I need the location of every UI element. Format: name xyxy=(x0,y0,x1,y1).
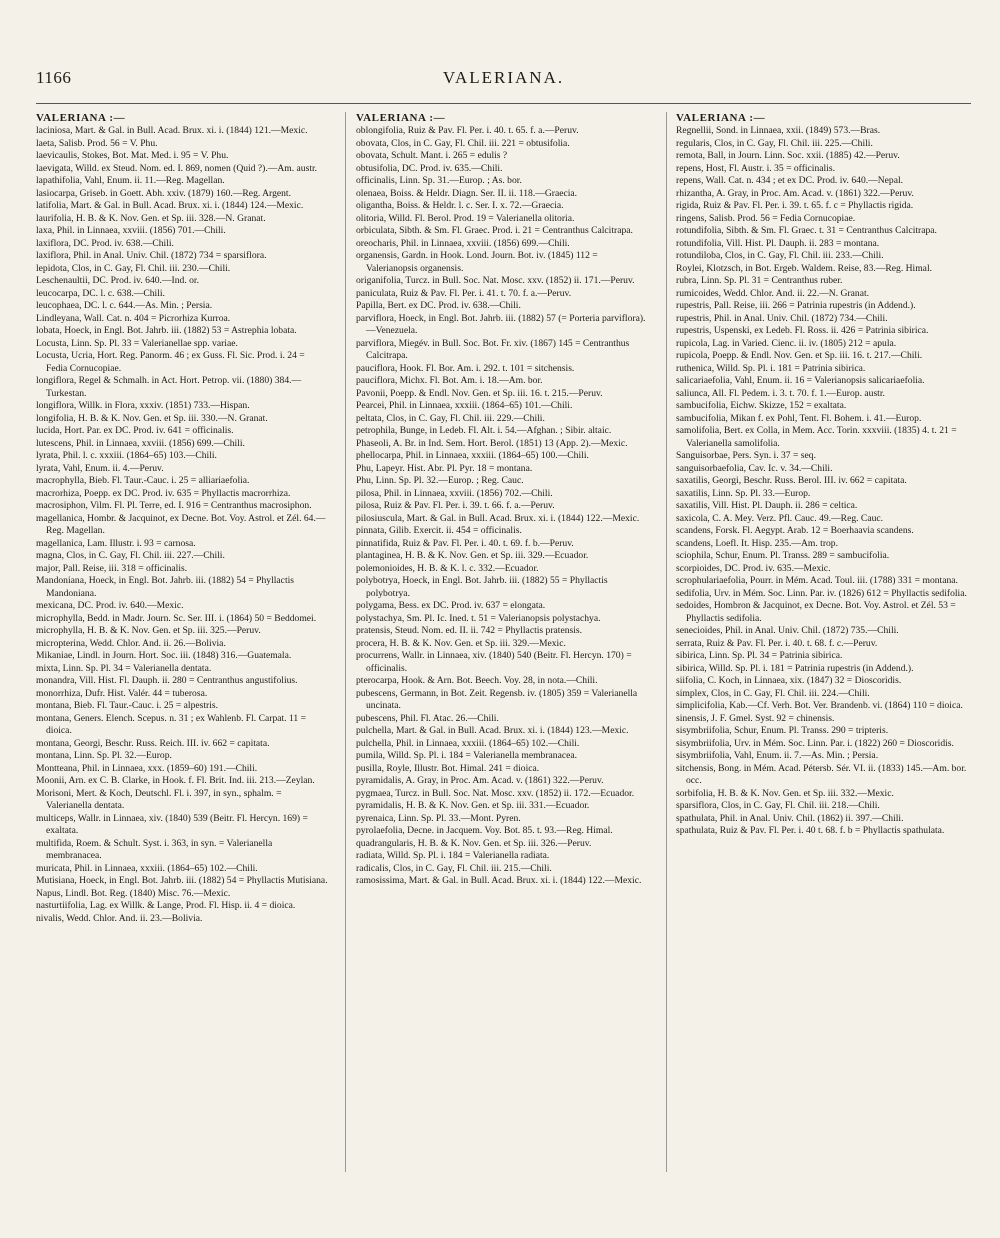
entry-list xyxy=(356,125,648,888)
index-entry: radiata, Willd. Sp. Pl. i. 184 = Valerianella radiata. xyxy=(356,850,550,861)
index-entry: saxatilis, Linn. Sp. Pl. 33.—Europ. xyxy=(676,487,811,499)
index-entry: laeta, Salisb. Prod. 56 = V. Phu. xyxy=(36,137,158,149)
index-entry: rupicola, Poepp. & Endl. Nov. Gen. et Sp. iii. 16. t. 217.—Chili. xyxy=(676,350,923,361)
index-entry: regularis, Clos, in C. Gay, Fl. Chil. iii. 225.—Chili. xyxy=(676,137,873,149)
index-entry: longiflora, Regel & Schmalh. in Act. Hort. Petrop. vii. (1880) 384.— Turkestan. xyxy=(36,375,302,399)
column-divider xyxy=(345,112,346,1172)
index-entry: laurifolia, H. B. & K. Nov. Gen. et Sp. iii. 328.—N. Granat. xyxy=(36,212,266,224)
index-entry: rupestris, Uspenski, ex Ledeb. Fl. Ross. ii. 426 = Patrinia sibirica. xyxy=(676,325,929,336)
index-entry: sisymbriifolia, Urv. in Mém. Soc. Linn. Par. i. (1822) 260 = Dioscoridis. xyxy=(676,737,954,749)
index-entry: rigida, Ruiz & Pav. Fl. Per. i. 39. t. 65. f. c = Phyllactis rigida. xyxy=(676,200,914,211)
index-entry: sitchensis, Bong. in Mém. Acad. Pétersb. Sér. VI. ii. (1833) 145.—Am. bor. occ. xyxy=(676,762,967,786)
index-entry: pilosa, Ruiz & Pav. Fl. Per. i. 39. t. 66. f. a.—Peruv. xyxy=(356,500,555,511)
index-entry: Papilla, Bert. ex DC. Prod. iv. 638.—Chili. xyxy=(356,300,521,311)
index-entry: peltata, Clos, in C. Gay, Fl. Chil. iii. 229.—Chili. xyxy=(356,412,545,424)
index-entry: Pearcei, Phil. in Linnaea, xxxiii. (1864–65) 101.—Chili. xyxy=(356,400,573,411)
index-entry: sibirica, Willd. Sp. Pl. i. 181 = Patrinia rupestris (in Addend.). xyxy=(676,662,914,674)
index-entry: montana, Linn. Sp. Pl. 32.—Europ. xyxy=(36,750,172,761)
column-3 xyxy=(676,112,968,1232)
index-entry: lapathifolia, Vahl, Enum. ii. 11.—Reg. Magellan. xyxy=(36,175,225,186)
index-entry: latifolia, Mart. & Gal. in Bull. Acad. Brux. xi. i. (1844) 124.—Mexic. xyxy=(36,200,304,211)
index-entry: paniculata, Ruiz & Pav. Fl. Per. i. 41. t. 70. f. a.—Peruv. xyxy=(356,287,572,299)
index-entry: lyrata, Vahl, Enum. ii. 4.—Peruv. xyxy=(36,462,164,474)
column-2 xyxy=(356,112,648,1232)
index-entry: rotundiloba, Clos, in C. Gay, Fl. Chil. iii. 233.—Chili. xyxy=(676,250,884,261)
index-entry: simplicifolia, Kab.—Cf. Verh. Bot. Ver. Brandenb. vi. (1864) 110 = dioica. xyxy=(676,700,963,711)
index-entry: rotundifolia, Vill. Hist. Pl. Dauph. ii. 283 = montana. xyxy=(676,237,880,249)
index-entry: pubescens, Germann, in Bot. Zeit. Regensb. iv. (1805) 359 = Valerianella uncinata. xyxy=(356,687,638,711)
index-entry: Roylei, Klotzsch, in Bot. Ergeb. Waldem. Reise, 83.—Reg. Himal. xyxy=(676,262,933,274)
entry-list xyxy=(676,125,968,838)
index-entry: laxiflora, DC. Prod. iv. 638.—Chili. xyxy=(36,237,174,249)
index-entry: sambucifolia, Mikan f. ex Pohl, Tent. Fl. Bohem. i. 41.—Europ. xyxy=(676,412,922,424)
index-entry: rotundifolia, Sibth. & Sm. Fl. Graec. t. 31 = Centranthus Calcitrapa. xyxy=(676,225,937,236)
index-entry: polemonioides, H. B. & K. l. c. 332.—Ecuador. xyxy=(356,562,539,574)
index-entry: lasiocarpa, Griseb. in Goett. Abh. xxiv. (1879) 160.—Reg. Argent. xyxy=(36,187,291,199)
index-entry: pulchella, Mart. & Gal. in Bull. Acad. Brux. xi. i. (1844) 123.—Mexic. xyxy=(356,725,629,736)
index-entry: saxatilis, Vill. Hist. Pl. Dauph. ii. 286 = celtica. xyxy=(676,500,858,511)
index-entry: rupestris, Pall. Reise, iii. 266 = Patrinia rupestris (in Addend.). xyxy=(676,300,916,311)
index-entry: saliunca, All. Fl. Pedem. i. 3. t. 70. f. 1.—Europ. austr. xyxy=(676,387,885,399)
index-entry: pauciflora, Hook. Fl. Bor. Am. i. 292. t. 101 = sitchensis. xyxy=(356,362,575,374)
index-entry: ruthenica, Willd. Sp. Pl. i. 181 = Patrinia sibirica. xyxy=(676,362,866,374)
index-entry: saxatilis, Georgi, Beschr. Russ. Berol. III. iv. 662 = capitata. xyxy=(676,475,907,486)
index-entry: magna, Clos, in C. Gay, Fl. Chil. iii. 227.—Chili. xyxy=(36,550,225,561)
index-entry: magellanica, Lam. Illustr. i. 93 = carnosa. xyxy=(36,537,196,549)
index-entry: orbiculata, Sibth. & Sm. Fl. Graec. Prod. i. 21 = Centranthus Calcitrapa. xyxy=(356,225,633,236)
index-entry: Mandoniana, Hoeck, in Engl. Bot. Jahrb. iii. (1882) 54 = Phyllactis Mandoniana. xyxy=(36,575,295,599)
index-entry: procurrens, Wallr. in Linnaea, xiv. (1840) 540 (Beitr. Fl. Hercyn. 170) = officinalis. xyxy=(356,650,632,674)
index-entry: senecioides, Phil. in Anal. Univ. Chil. (1872) 735.—Chili. xyxy=(676,625,899,636)
index-entry: lutescens, Phil. in Linnaea, xxviii. (1856) 699.—Chili. xyxy=(36,437,245,449)
index-entry: Mutisiana, Hoeck, in Engl. Bot. Jahrb. iii. (1882) 54 = Phyllactis Mutisiana. xyxy=(36,875,328,886)
index-entry: monandra, Vill. Hist. Fl. Dauph. ii. 280 = Centranthus angustifolius. xyxy=(36,675,298,686)
index-entry: sedoides, Hombron & Jacquinot, ex Decne. Bot. Voy. Astrol. et Zél. 53 = Phyllactis sedifolia. xyxy=(676,600,956,624)
index-entry: Locusta, Ucria, Hort. Reg. Panorm. 46 ; ex Guss. Fl. Sic. Prod. i. 24 = Fedia Cornucopiae. xyxy=(36,350,305,374)
index-entry: longifolia, H. B. & K. Nov. Gen. et Sp. iii. 330.—N. Granat. xyxy=(36,412,268,424)
index-entry: pyramidalis, H. B. & K. Nov. Gen. et Sp. iii. 331.—Ecuador. xyxy=(356,800,590,811)
index-entry: Mikaniae, Lindl. in Journ. Hort. Soc. iii. (1848) 316.—Guatemala. xyxy=(36,650,292,661)
index-entry: pyramidalis, A. Gray, in Proc. Am. Acad. v. (1861) 322.—Peruv. xyxy=(356,775,604,786)
index-entry: sparsiflora, Clos, in C. Gay, Fl. Chil. iii. 218.—Chili. xyxy=(676,800,880,811)
index-entry: Morisoni, Mert. & Koch, Deutschl. Fl. i. 397, in syn., sphalm. = Valerianella dentata. xyxy=(36,787,282,811)
index-entry: pilosa, Phil. in Linnaea, xxviii. (1856) 702.—Chili. xyxy=(356,487,553,499)
index-entry: lobata, Hoeck, in Engl. Bot. Jahrb. iii. (1882) 53 = Astrephia lobata. xyxy=(36,325,297,336)
index-entry: polybotrya, Hoeck, in Engl. Bot. Jahrb. iii. (1882) 55 = Phyllactis polybotrya. xyxy=(356,575,608,599)
index-entry: pratensis, Steud. Nom. ed. II. ii. 742 = Phyllactis pratensis. xyxy=(356,625,583,636)
index-entry: parviflora, Miegév. in Bull. Soc. Bot. Fr. xiv. (1867) 145 = Centranthus Calcitrapa. xyxy=(356,337,630,361)
index-entry: salicariaefolia, Vahl, Enum. ii. 16 = Valerianopsis salicariaefolia. xyxy=(676,375,925,386)
index-entry: micropterina, Wedd. Chlor. And. ii. 26.—Bolivia. xyxy=(36,637,226,649)
index-entry: Pavonii, Poepp. & Endl. Nov. Gen. et Sp. iii. 16. t. 215.—Peruv. xyxy=(356,387,603,399)
index-entry: oreocharis, Phil. in Linnaea, xxviii. (1856) 699.—Chili. xyxy=(356,237,570,249)
index-entry: scandens, Forsk. Fl. Aegypt. Arab. 12 = Boerhaavia scandens. xyxy=(676,525,914,536)
index-entry: montana, Bieb. Fl. Taur.-Cauc. i. 25 = alpestris. xyxy=(36,700,219,711)
index-entry: pyrolaefolia, Decne. in Jacquem. Voy. Bot. 85. t. 93.—Reg. Himal. xyxy=(356,825,613,836)
index-entry: laevigata, Willd. ex Steud. Nom. ed. I. 869, nomen (Quid ?).—Am. austr. xyxy=(36,162,318,174)
index-entry: obtusifolia, DC. Prod. iv. 635.—Chili. xyxy=(356,162,503,174)
index-entry: nivalis, Wedd. Chlor. And. ii. 23.—Bolivia. xyxy=(36,912,203,924)
index-entry: rhizantha, A. Gray, in Proc. Am. Acad. v. (1861) 322.—Peruv. xyxy=(676,187,914,199)
index-entry: sisymbriifolia, Vahl, Enum. ii. 7.—As. Min. ; Persia. xyxy=(676,750,879,761)
column-1 xyxy=(36,112,328,1232)
index-entry: lepidota, Clos, in C. Gay, Fl. Chil. iii. 230.—Chili. xyxy=(36,262,231,274)
index-entry: pygmaea, Turcz. in Bull. Soc. Nat. Mosc. xxv. (1852) ii. 172.—Ecuador. xyxy=(356,787,635,799)
index-entry: nasturtiifolia, Lag. ex Willk. & Lange, Prod. Fl. Hisp. ii. 4 = dioica. xyxy=(36,900,296,911)
index-entry: laciniosa, Mart. & Gal. in Bull. Acad. Brux. xi. i. (1844) 121.—Mexic. xyxy=(36,125,308,136)
index-entry: olenaea, Boiss. & Heldr. Diagn. Ser. II. ii. 118.—Graecia. xyxy=(356,187,578,199)
index-entry: pulchella, Phil. in Linnaea, xxxiii. (1864–65) 102.—Chili. xyxy=(356,737,580,749)
index-entry: plantaginea, H. B. & K. Nov. Gen. et Sp. iii. 329.—Ecuador. xyxy=(356,550,589,561)
index-entry: pumila, Willd. Sp. Pl. i. 184 = Valerianella membranacea. xyxy=(356,750,578,761)
index-entry: phellocarpa, Phil. in Linnaea, xxxiii. (1864–65) 100.—Chili. xyxy=(356,450,589,461)
index-entry: macrorhiza, Poepp. ex DC. Prod. iv. 635 = Phyllactis macrorrhiza. xyxy=(36,487,291,499)
index-entry: laevicaulis, Stokes, Bot. Mat. Med. i. 95 = V. Phu. xyxy=(36,150,229,161)
column-heading: VALERIANA :— xyxy=(356,112,446,124)
index-entry: quadrangularis, H. B. & K. Nov. Gen. et Sp. iii. 326.—Peruv. xyxy=(356,837,592,849)
index-entry: procera, H. B. & K. Nov. Gen. et Sp. iii. 329.—Mexic. xyxy=(356,637,566,649)
index-entry: simplex, Clos, in C. Gay, Fl. Chil. iii. 224.—Chili. xyxy=(676,687,870,699)
index-entry: leucocarpa, DC. l. c. 638.—Chili. xyxy=(36,287,165,299)
index-entry: rumicoides, Wedd. Chlor. And. ii. 22.—N. Granat. xyxy=(676,287,870,299)
index-entry: spathulata, Phil. in Anal. Univ. Chil. (1862) ii. 397.—Chili. xyxy=(676,812,904,824)
index-entry: oblongifolia, Ruiz & Pav. Fl. Per. i. 40. t. 65. f. a.—Peruv. xyxy=(356,125,579,136)
index-entry: pyrenaica, Linn. Sp. Pl. 33.—Mont. Pyren. xyxy=(356,812,521,824)
index-entry: magellanica, Hombr. & Jacquinot, ex Decne. Bot. Voy. Astrol. et Zél. 64.—Reg. Magellan. xyxy=(36,512,326,536)
index-entry: pinnatifida, Ruiz & Pav. Fl. Per. i. 40. t. 69. f. b.—Peruv. xyxy=(356,537,574,549)
index-entry: longiflora, Willk. in Flora, xxxiv. (1851) 733.—Hispan. xyxy=(36,400,250,411)
index-entry: polystachya, Sm. Pl. Ic. Ined. t. 51 = Valerianopsis polystachya. xyxy=(356,612,601,624)
index-entry: petrophila, Bunge, in Ledeb. Fl. Alt. i. 54.—Afghan. ; Sibir. altaic. xyxy=(356,425,612,436)
header-rule xyxy=(36,103,971,104)
index-entry: Phu, Linn. Sp. Pl. 32.—Europ. ; Reg. Cauc. xyxy=(356,475,524,486)
index-entry: saxicola, C. A. Mey. Verz. Pfl. Cauc. 49.—Reg. Cauc. xyxy=(676,512,884,524)
index-entry: sambucifolia, Eichw. Skizze, 152 = exaltata. xyxy=(676,400,847,411)
index-entry: leucophaea, DC. l. c. 644.—As. Min. ; Persia. xyxy=(36,300,213,311)
index-entry: radicalis, Clos, in C. Gay, Fl. Chil. iii. 215.—Chili. xyxy=(356,862,552,874)
index-entry: ramosissima, Mart. & Gal. in Bull. Acad. Brux. xi. i. (1844) 122.—Mexic. xyxy=(356,875,642,886)
index-entry: Montteana, Phil. in Linnaea, xxx. (1859–60) 191.—Chili. xyxy=(36,762,258,774)
index-entry: rubra, Linn. Sp. Pl. 31 = Centranthus ruber. xyxy=(676,275,843,286)
index-entry: sibirica, Linn. Sp. Pl. 34 = Patrinia sibirica. xyxy=(676,650,843,661)
index-entry: origanifolia, Turcz. in Bull. Soc. Nat. Mosc. xxv. (1852) ii. 171.—Peruv. xyxy=(356,275,635,286)
entry-list xyxy=(36,125,328,925)
index-entry: officinalis, Linn. Sp. 31.—Europ. ; As. bor. xyxy=(356,175,522,186)
column-heading: VALERIANA :— xyxy=(36,112,126,124)
index-entry: pusilla, Royle, Illustr. Bot. Himal. 241 = dioica. xyxy=(356,762,540,774)
index-entry: scorpioides, DC. Prod. iv. 635.—Mexic. xyxy=(676,562,831,574)
index-entry: rupicola, Lag. in Varied. Cienc. ii. iv. (1805) 212 = apula. xyxy=(676,337,897,349)
index-entry: Sanguisorbae, Pers. Syn. i. 37 = seq. xyxy=(676,450,816,461)
index-entry: pauciflora, Michx. Fl. Bot. Am. i. 18.—Am. bor. xyxy=(356,375,543,386)
index-entry: Moonii, Arn. ex C. B. Clarke, in Hook. f. Fl. Brit. Ind. iii. 213.—Zeylan. xyxy=(36,775,315,786)
index-entry: polygama, Bess. ex DC. Prod. iv. 637 = elongata. xyxy=(356,600,546,611)
index-entry: sisymbriifolia, Schur, Enum. Pl. Transs. 290 = tripteris. xyxy=(676,725,889,736)
index-entry: ringens, Salisb. Prod. 56 = Fedia Cornucopiae. xyxy=(676,212,856,224)
index-entry: Napus, Lindl. Bot. Reg. (1840) Misc. 76.—Mexic. xyxy=(36,887,231,899)
index-entry: Phaseoli, A. Br. in Ind. Sem. Hort. Berol. (1851) 13 (App. 2).—Mexic. xyxy=(356,437,628,449)
index-entry: montana, Geners. Elench. Scepus. n. 31 ; ex Wahlenb. Fl. Carpat. 11 = dioica. xyxy=(36,712,307,736)
index-entry: macrophylla, Bieb. Fl. Taur.-Cauc. i. 25 = alliariaefolia. xyxy=(36,475,250,486)
index-entry: multifida, Roem. & Schult. Syst. i. 363, in syn. = Valerianella membranacea. xyxy=(36,837,273,861)
index-entry: Lindleyana, Wall. Cat. n. 404 = Picrorhiza Kurroa. xyxy=(36,312,231,324)
index-entry: macrosiphon, Vilm. Fl. Pl. Terre, ed. I. 916 = Centranthus macrosiphon. xyxy=(36,500,312,511)
column-divider xyxy=(666,112,667,1172)
index-entry: microphylla, Bedd. in Madr. Journ. Sc. Ser. III. i. (1864) 50 = Beddomei. xyxy=(36,612,317,624)
index-entry: lucida, Hort. Par. ex DC. Prod. iv. 641 = officinalis. xyxy=(36,425,234,436)
index-entry: laxiflora, Phil. in Anal. Univ. Chil. (1872) 734 = sparsiflora. xyxy=(36,250,267,261)
index-entry: spathulata, Ruiz & Pav. Fl. Per. i. 40 t. 68. f. b = Phyllactis spathulata. xyxy=(676,825,945,836)
index-entry: organensis, Gardn. in Hook. Lond. Journ. Bot. iv. (1845) 112 = Valerianopsis organensis. xyxy=(356,250,598,274)
index-entry: scandens, Loefl. It. Hisp. 235.—Am. trop. xyxy=(676,537,839,549)
index-entry: lyrata, Phil. l. c. xxxiii. (1864–65) 103.—Chili. xyxy=(36,450,217,461)
index-entry: scrophulariaefolia, Pourr. in Mém. Acad. Toul. iii. (1788) 331 = montana. xyxy=(676,575,958,586)
page-number: 1166 xyxy=(36,68,72,87)
page-title: VALERIANA. xyxy=(442,68,565,87)
index-entry: samolifolia, Bert. ex Colla, in Mem. Acc. Torin. xxxviii. (1835) 4. t. 21 = Valerianella samolifolia. xyxy=(676,425,957,449)
index-entry: obovata, Schult. Mant. i. 265 = edulis ? xyxy=(356,150,508,161)
page-header xyxy=(36,68,971,94)
index-entry: major, Pall. Reise, iii. 318 = officinalis. xyxy=(36,562,188,574)
index-entry: siifolia, C. Koch, in Linnaea, xix. (1847) 32 = Dioscoridis. xyxy=(676,675,902,686)
index-entry: pubescens, Phil. Fl. Atac. 26.—Chili. xyxy=(356,712,499,724)
index-entry: obovata, Clos, in C. Gay, Fl. Chil. iii. 221 = obtusifolia. xyxy=(356,137,570,149)
index-entry: Phu, Lapeyr. Hist. Abr. Pl. Pyr. 18 = montana. xyxy=(356,462,533,474)
index-entry: parviflora, Hoeck, in Engl. Bot. Jahrb. iii. (1882) 57 (= Porteria parviflora).—Venezuela. xyxy=(356,312,646,336)
index-entry: sciophila, Schur, Enum. Pl. Transs. 289 = sambucifolia. xyxy=(676,550,890,561)
index-entry: mexicana, DC. Prod. iv. 640.—Mexic. xyxy=(36,600,184,611)
index-entry: pinnata, Gilib. Exercit. ii. 454 = officinalis. xyxy=(356,525,522,536)
index-entry: remota, Ball, in Journ. Linn. Soc. xxii. (1885) 42.—Peruv. xyxy=(676,150,900,161)
index-entry: microphylla, H. B. & K. Nov. Gen. et Sp. iii. 325.—Peruv. xyxy=(36,625,261,636)
index-entry: monorrhiza, Dufr. Hist. Valér. 44 = tuberosa. xyxy=(36,687,208,699)
index-entry: olitoria, Willd. Fl. Berol. Prod. 19 = Valerianella olitoria. xyxy=(356,212,575,224)
index-entry: repens, Wall. Cat. n. 434 ; et ex DC. Prod. iv. 640.—Nepal. xyxy=(676,175,904,186)
index-entry: rupestris, Phil. in Anal. Univ. Chil. (1872) 734.—Chili. xyxy=(676,312,888,324)
index-entry: repens, Host, Fl. Austr. i. 35 = officinalis. xyxy=(676,162,835,174)
index-entry: pterocarpa, Hook. & Arn. Bot. Beech. Voy. 28, in nota.—Chili. xyxy=(356,675,598,686)
index-entry: multiceps, Wallr. in Linnaea, xiv. (1840) 539 (Beitr. Fl. Hercyn. 169) = exaltata. xyxy=(36,812,308,836)
index-entry: pilosiuscula, Mart. & Gal. in Bull. Acad. Brux. xi. i. (1844) 122.—Mexic. xyxy=(356,512,640,524)
index-entry: laxa, Phil. in Linnaea, xxviii. (1856) 701.—Chili. xyxy=(36,225,226,236)
index-entry: muricata, Phil. in Linnaea, xxxiii. (1864–65) 102.—Chili. xyxy=(36,862,258,874)
index-entry: oligantha, Boiss. & Heldr. l. c. Ser. I. x. 72.—Graecia. xyxy=(356,200,564,211)
index-entry: sinensis, J. F. Gmel. Syst. 92 = chinensis. xyxy=(676,712,835,724)
index-entry: sedifolia, Urv. in Mém. Soc. Linn. Par. iv. (1826) 612 = Phyllactis sedifolia. xyxy=(676,587,967,599)
index-entry: sanguisorbaefolia, Cav. Ic. v. 34.—Chili. xyxy=(676,462,833,474)
index-entry: mixta, Linn. Sp. Pl. 34 = Valerianella dentata. xyxy=(36,662,212,674)
index-entry: sorbifolia, H. B. & K. Nov. Gen. et Sp. iii. 332.—Mexic. xyxy=(676,787,894,799)
index-entry: Locusta, Linn. Sp. Pl. 33 = Valerianellae spp. variae. xyxy=(36,337,238,349)
index-entry: serrata, Ruiz & Pav. Fl. Per. i. 40. t. 68. f. c.—Peruv. xyxy=(676,637,878,649)
index-entry: Leschenaultii, DC. Prod. iv. 640.—Ind. or. xyxy=(36,275,199,286)
column-heading: VALERIANA :— xyxy=(676,112,766,124)
index-entry: montana, Georgi, Beschr. Russ. Reich. III. iv. 662 = capitata. xyxy=(36,737,270,749)
index-entry: Regnellii, Sond. in Linnaea, xxii. (1849) 573.—Bras. xyxy=(676,125,881,136)
